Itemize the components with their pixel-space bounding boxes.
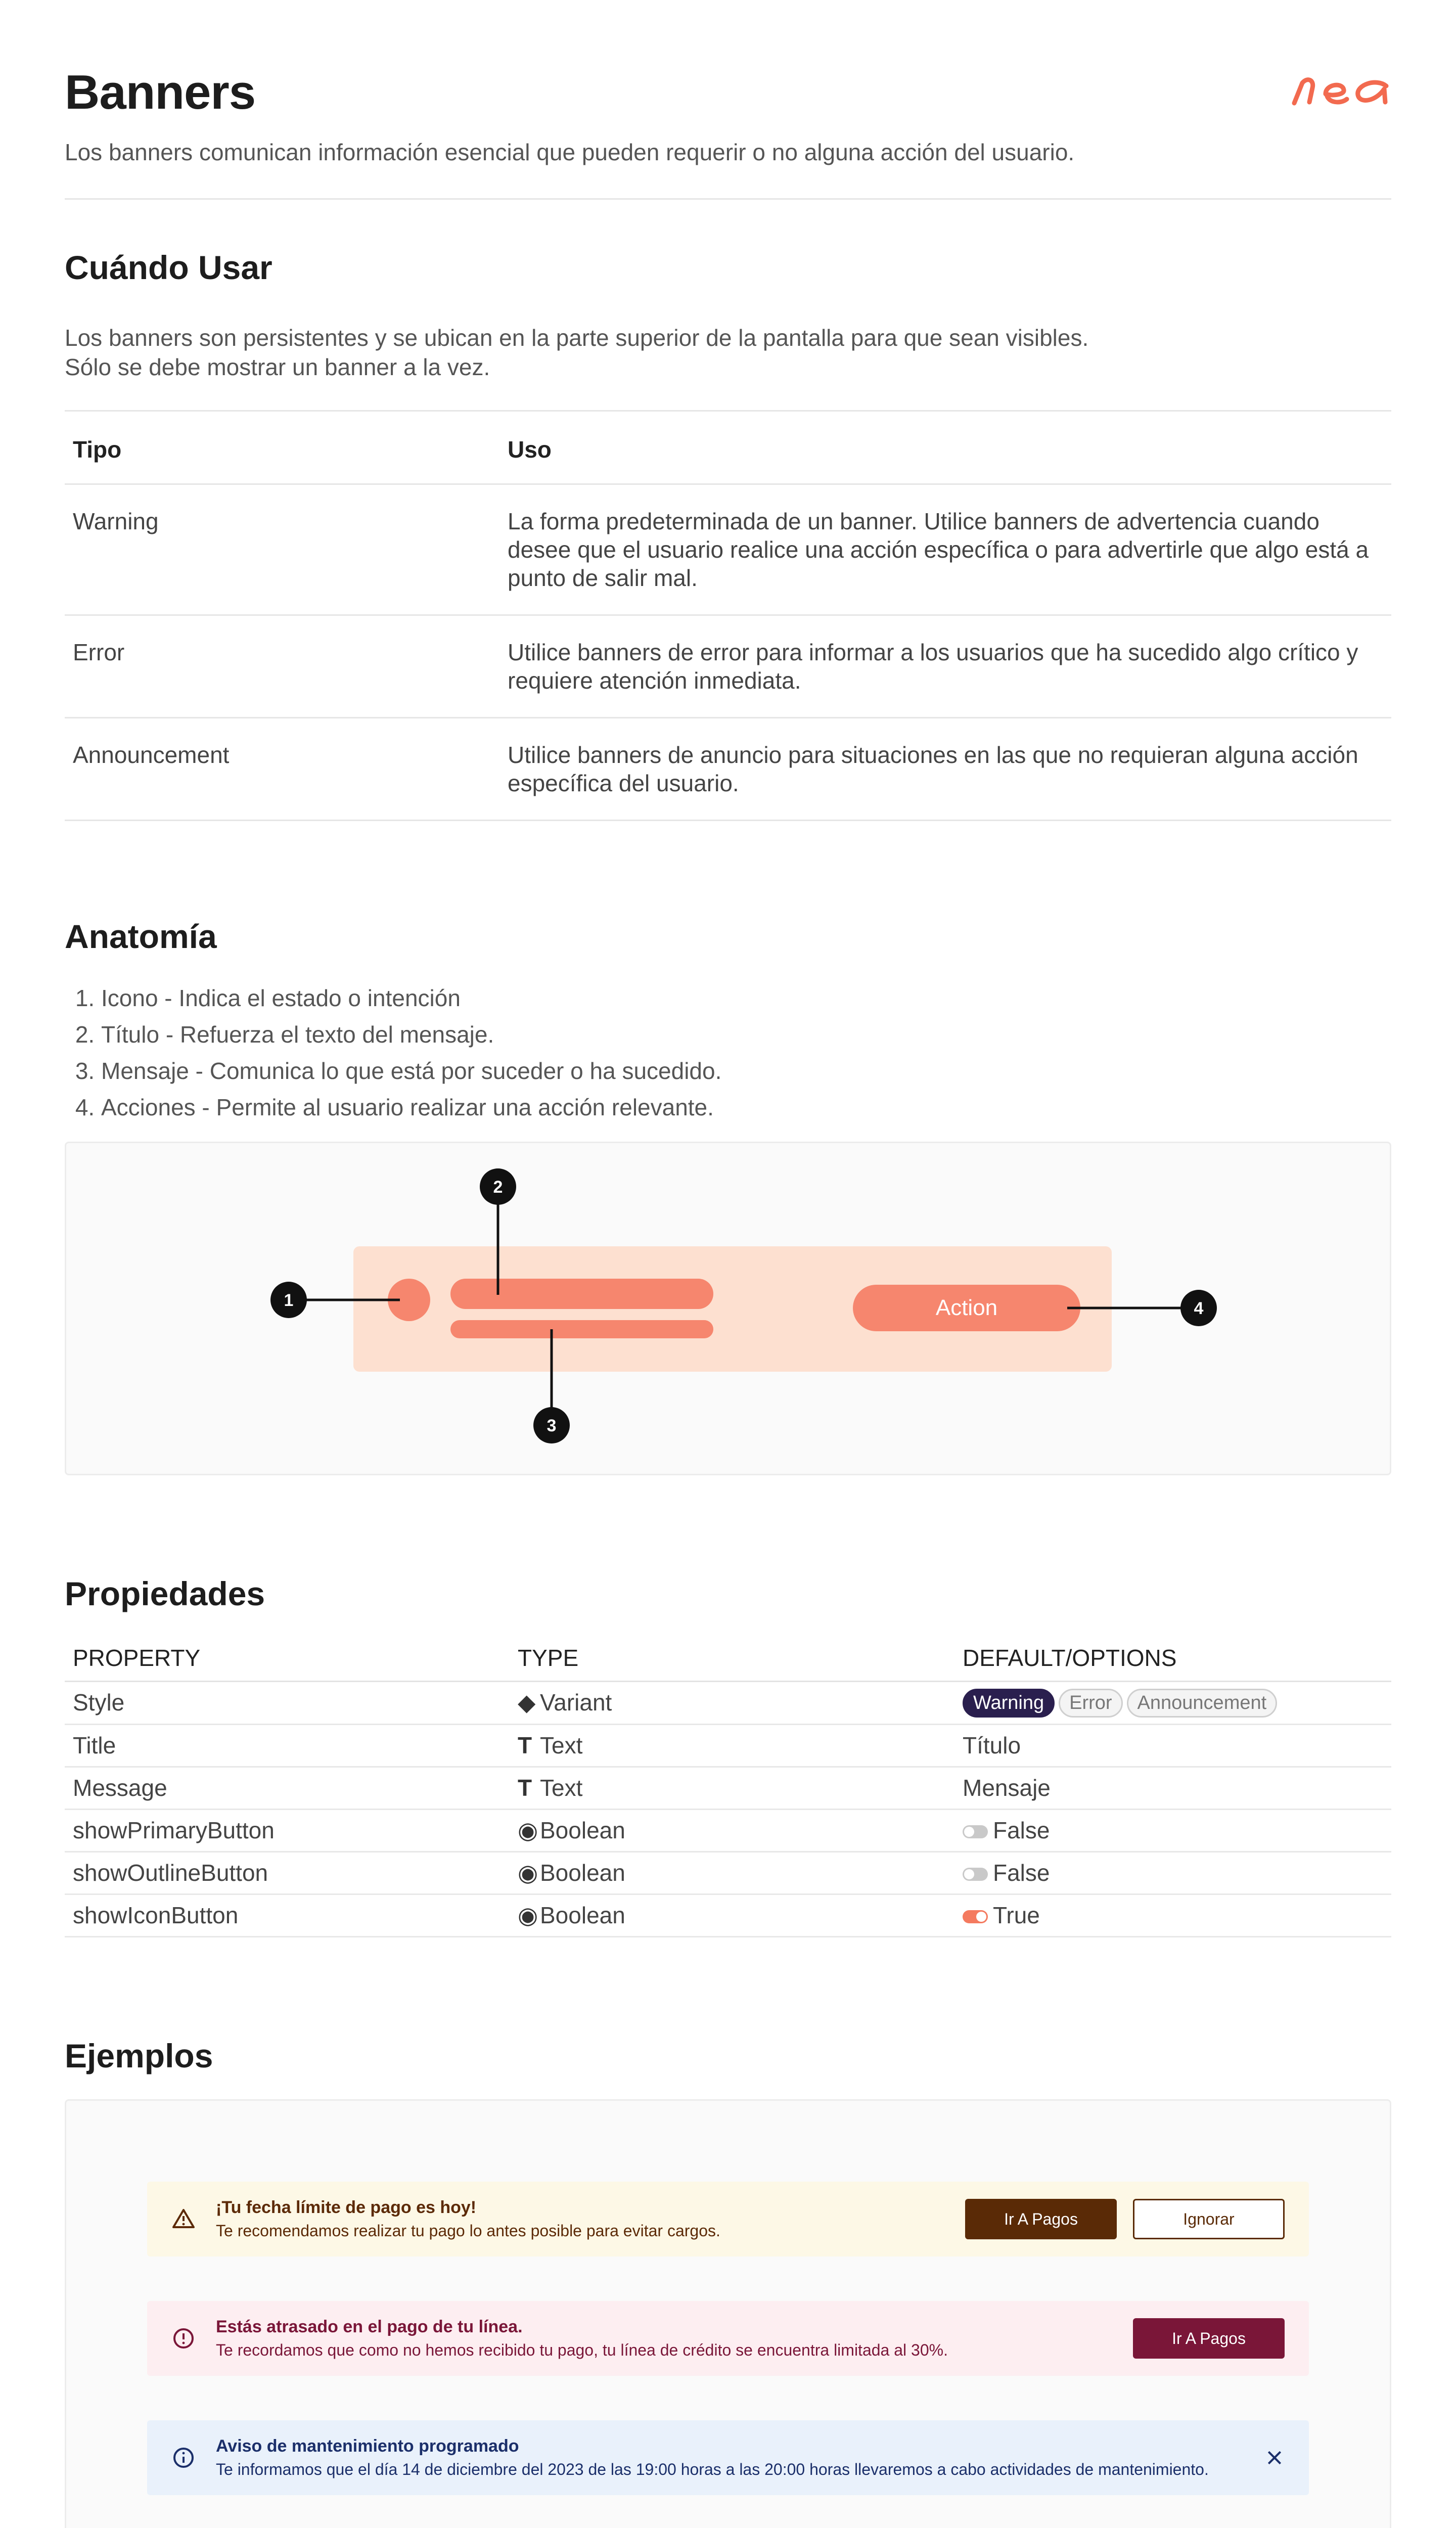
default-label: False [993, 1859, 1050, 1886]
diagram-action-label: Action [935, 1295, 998, 1320]
banner-text [216, 2317, 1117, 2360]
option-chip-error[interactable]: Error [1059, 1689, 1122, 1718]
default-label: False [993, 1817, 1050, 1843]
diagram-message-bar [450, 1320, 713, 1338]
warning-banner [147, 2182, 1309, 2256]
table-row [65, 1682, 1391, 1725]
anatomy-list [65, 980, 1391, 1125]
text-icon: T [518, 1732, 532, 1758]
table-row [65, 718, 1391, 821]
usage-description-line: Los banners son persistentes y se ubican en la parte superior de la pantalla para que sean visibles. [65, 325, 1089, 351]
type-label: Variant [540, 1689, 612, 1716]
type-cell [510, 1852, 954, 1894]
banner-message: Te recordamos que como no hemos recibido tu pago, tu línea de crédito se encuentra limitada al 30%. [216, 2341, 948, 2359]
toggle-off[interactable] [963, 1868, 988, 1881]
type-label: Boolean [540, 1817, 625, 1843]
nea-logo [1290, 71, 1391, 111]
property-cell: Style [65, 1682, 510, 1725]
warning-icon [171, 2207, 196, 2231]
usage-description [65, 323, 1391, 382]
diamond-icon: ◆ [518, 1689, 536, 1716]
type-cell [510, 1810, 954, 1852]
default-cell: Título [954, 1725, 1391, 1767]
error-banner [147, 2301, 1309, 2376]
default-label: True [993, 1902, 1040, 1928]
column-header-type: TYPE [510, 1637, 954, 1682]
diagram-title-bar [450, 1279, 713, 1309]
section-heading-properties: Propiedades [65, 1575, 265, 1612]
section-heading-anatomy: Anatomía [65, 918, 217, 955]
section-heading-examples: Ejemplos [65, 2037, 213, 2074]
type-cell: Error [65, 615, 499, 718]
announcement-banner [147, 2420, 1309, 2495]
table-row [65, 1894, 1391, 1937]
go-to-payments-button[interactable]: Ir A Pagos [965, 2199, 1117, 2239]
anatomy-item: 4. Acciones - Permite al usuario realizar una acción relevante. [101, 1089, 1391, 1125]
table-row [65, 1725, 1391, 1767]
table-row [65, 484, 1391, 615]
text-icon: T [518, 1774, 532, 1801]
default-cell [954, 1852, 1391, 1894]
options-cell [954, 1682, 1391, 1725]
column-header-default: DEFAULT/OPTIONS [954, 1637, 1391, 1682]
type-cell [510, 1894, 954, 1937]
use-cell: Utilice banners de error para informar a los usuarios que ha sucedido algo crítico y requiere atención inmediata. [499, 615, 1391, 718]
anatomy-item: 2. Título - Refuerza el texto del mensaje. [101, 1016, 1391, 1053]
section-heading-usage: Cuándo Usar [65, 249, 272, 286]
banner-text [216, 2436, 1248, 2479]
divider [65, 198, 1391, 200]
anatomy-diagram [65, 1142, 1391, 1475]
table-row [65, 1810, 1391, 1852]
examples-panel [65, 2099, 1391, 2528]
table-row [65, 1767, 1391, 1810]
properties-table [65, 1637, 1391, 1937]
type-cell: Warning [65, 484, 499, 615]
banner-title: ¡Tu fecha límite de pago es hoy! [216, 2198, 477, 2217]
page-title: Banners [65, 65, 256, 119]
type-cell: Announcement [65, 718, 499, 821]
table-row [65, 1852, 1391, 1894]
banner-title: Estás atrasado en el pago de tu línea. [216, 2317, 523, 2336]
error-icon [171, 2326, 196, 2351]
banner-text [216, 2198, 949, 2240]
anatomy-item: 1. Icono - Indica el estado o intención [101, 980, 1391, 1016]
info-icon [171, 2446, 196, 2470]
marker-2-label: 2 [493, 1178, 503, 1197]
table-row [65, 615, 1391, 718]
type-label: Text [540, 1732, 583, 1758]
page-subtitle: Los banners comunican información esencial que pueden requerir o no alguna acción del usuario. [65, 139, 1075, 165]
column-header-uso: Uso [499, 411, 1391, 484]
ignore-button[interactable]: Ignorar [1133, 2199, 1285, 2239]
usage-description-line: Sólo se debe mostrar un banner a la vez. [65, 354, 490, 380]
property-cell: showPrimaryButton [65, 1810, 510, 1852]
marker-4-label: 4 [1194, 1299, 1204, 1318]
anatomy-diagram-svg [66, 1143, 1393, 1477]
marker-1-label: 1 [284, 1291, 294, 1310]
use-cell: Utilice banners de anuncio para situaciones en las que no requieran alguna acción específica del usuario. [499, 718, 1391, 821]
type-cell [510, 1767, 954, 1810]
default-cell [954, 1810, 1391, 1852]
type-cell [510, 1682, 954, 1725]
banner-message: Te informamos que el día 14 de diciembre del 2023 de las 19:00 horas a las 20:00 horas llevaremos a cabo actividades de mantenimiento. [216, 2460, 1209, 2478]
toggle-off[interactable] [963, 1825, 988, 1838]
column-header-tipo: Tipo [65, 411, 499, 484]
eye-icon: ◉ [518, 1817, 538, 1843]
usage-table [65, 410, 1391, 821]
type-label: Text [540, 1774, 583, 1801]
property-cell: Title [65, 1725, 510, 1767]
toggle-on[interactable] [963, 1910, 988, 1923]
marker-3-label: 3 [547, 1416, 557, 1435]
banner-message: Te recomendamos realizar tu pago lo antes posible para evitar cargos. [216, 2222, 720, 2240]
type-label: Boolean [540, 1902, 625, 1928]
property-cell: showIconButton [65, 1894, 510, 1937]
eye-icon: ◉ [518, 1902, 538, 1928]
close-icon[interactable] [1264, 2448, 1285, 2468]
property-cell: showOutlineButton [65, 1852, 510, 1894]
use-cell: La forma predeterminada de un banner. Utilice banners de advertencia cuando desee que el usuario realice una acción específica o para advertirle que algo está a punto de salir mal. [499, 484, 1391, 615]
anatomy-item: 3. Mensaje - Comunica lo que está por suceder o ha sucedido. [101, 1053, 1391, 1089]
column-header-property: PROPERTY [65, 1637, 510, 1682]
eye-icon: ◉ [518, 1859, 538, 1886]
page-header [65, 0, 1391, 166]
default-cell [954, 1894, 1391, 1937]
go-to-payments-button[interactable]: Ir A Pagos [1133, 2318, 1285, 2359]
option-chip-warning[interactable]: Warning [963, 1689, 1055, 1718]
default-cell: Mensaje [954, 1767, 1391, 1810]
type-cell [510, 1725, 954, 1767]
type-label: Boolean [540, 1859, 625, 1886]
option-chip-announcement[interactable]: Announcement [1127, 1689, 1278, 1718]
property-cell: Message [65, 1767, 510, 1810]
banner-title: Aviso de mantenimiento programado [216, 2436, 519, 2456]
